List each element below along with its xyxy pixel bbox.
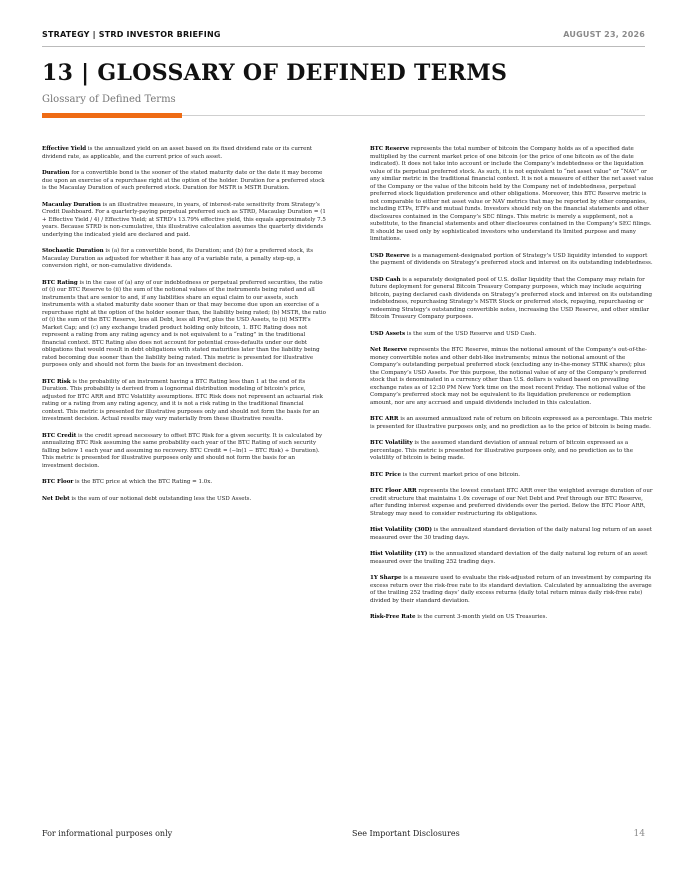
glossary-entry-btc-risk — [42, 379, 326, 424]
glossary-entry-usd-assets — [370, 331, 654, 339]
glossary-entry-btc-reserve — [370, 146, 654, 244]
page-title: 13 | GLOSSARY OF DEFINED TERMS — [42, 60, 508, 86]
glossary-term: BTC Floor — [42, 479, 74, 485]
page-header — [42, 30, 645, 44]
glossary-definition: is the assumed standard deviation of annual return of bitcoin expressed as a percentage. This metric is presented for illustrative purposes only, and no prediction as to the volatility of bitcoin is being made. — [370, 440, 633, 461]
glossary-definition: represents the BTC Reserve, minus the notional amount of the Company’s out-of-the-money convertible notes and other debt-like instruments; minus the notional amount of the Company’s outstanding perpetual preferred stock (excluding any in-the-money STRK shares); plus the Company’s USD Assets. For this purpose, the notional value of any of the Company’s preferred stock that is denominated in a currency other than U.S. dollars is valued based on prevailing exchange rates as of 12:30 PM New York time on the most recent Friday. The notional value of the Company’s preferred stock may not be equivalent to its liquidation preference or redemption amount, nor are any accrued and unpaid dividends included in this calculation. — [370, 347, 647, 406]
glossary-term: Risk-Free Rate — [370, 614, 416, 620]
glossary-entry-1y-sharpe — [370, 575, 654, 605]
glossary-entry-btc-rating — [42, 280, 326, 370]
glossary-term: Effective Yield — [42, 146, 87, 152]
glossary-term: BTC Credit — [42, 432, 77, 439]
glossary-entry-btc-price — [370, 472, 654, 480]
glossary-term: Macaulay Duration — [42, 201, 101, 208]
glossary-definition: is a separately designated pool of U.S. dollar liquidity that the Company may retain for future deployment for general Bitcoin Treasury Company purposes, which may include acquiring bitcoin, paying declared cash dividends on Strategy’s preferred stock and interest on its outstanding indebtedness, repurchasing Strategy’s MSTR Stock or preferred stock, repaying, repurchasing or redeeming Strategy’s outstanding convertible notes, increasing the USD Reserve, and other similar Bitcoin Treasury Company purposes. — [370, 276, 653, 320]
glossary-column-right — [370, 146, 654, 631]
glossary-definition: is the annualized standard deviation of the daily natural log return of an asset measured over the trailing 252 trading days. — [370, 551, 648, 565]
page-number: 14 — [633, 829, 645, 839]
glossary-entry-btc-floor-arr — [370, 488, 654, 518]
glossary-term: Hist Volatility (30D) — [370, 527, 433, 533]
glossary-term: Net Reserve — [370, 347, 408, 353]
glossary-column-left — [42, 146, 326, 512]
glossary-entry-usd-cash — [370, 277, 654, 322]
header-brand: STRATEGY | STRD INVESTOR BRIEFING — [42, 30, 221, 39]
glossary-definition: is the current 3-month yield on US Treasuries. — [415, 614, 548, 620]
glossary-entry-net-debt — [42, 496, 326, 504]
footer-note: For informational purposes only — [42, 829, 173, 838]
glossary-entry-usd-reserve — [370, 253, 654, 268]
glossary-definition: is a measure used to evaluate the risk-adjusted return of an investment by comparing its excess return over the risk-free rate to its standard deviation. Calculated by annualizing the average of the trailing 252 trading days’ daily excess returns (daily total return minus daily risk-free rate) divided by their standard deviation. — [370, 575, 652, 604]
glossary-definition: is an assumed annualized rate of return on bitcoin expressed as a percentage. This metric is presented for illustrative purposes only, and no prediction as to the price of bitcoin is being made. — [370, 416, 653, 430]
title-divider — [182, 115, 645, 116]
glossary-definition: represents the total number of bitcoin the Company holds as of a specified date multiplied by the current market price of one bitcoin (or the price of one bitcoin as of the date indicated). It does not take into account or include the Company’s indebtedness or the liquidation value of its perpetual preferred stock. As such, it is not equivalent to “net asset value” or “NAV” or any similar metric in the traditional financial context. It is not a measure of either the net asset value of the Company or the value of the bitcoin held by the Company net of indebtedness, perpetual preferred stock liquidation preference and other obligations. Moreover, this BTC Reserve metric is not comparable to either net asset value or NAV metrics that may be reported by other companies, including ETPs, ETFs and mutual funds. Investors should rely on the financial statements and other disclosures contained in the Company’s SEC filings. This metric is merely a supplement, not a substitute, to the financial statements and other disclosures contained in the Company’s SEC filings. It should be used only by sophisticated investors who understand its limited purpose and many limitations. — [370, 146, 654, 242]
glossary-term: Net Debt — [42, 495, 70, 502]
glossary-definition: is the BTC price at which the BTC Rating = 1.0x. — [73, 479, 213, 485]
glossary-entry-macaulay-duration — [42, 202, 326, 240]
glossary-term: USD Cash — [370, 276, 401, 283]
glossary-definition: is the credit spread necessary to offset BTC Risk for a given security. It is calculated by annualizing BTC Risk assuming the same probability each year of the BTC Rating of such security falling below 1 each year and assuming no recovery. BTC Credit = (−ln(1 − BTC Risk) ÷ Duration). This metric is presented for illustrative purposes only and should not form the basis for an investment decision. — [42, 432, 323, 469]
glossary-definition: represents the lowest constant BTC ARR over the weighted average duration of our credit structure that maintains 1.0x coverage of our Net Debt and Pref through our BTC Reserve, after funding interest expense and preferred dividends over the period. Below the BTC Floor ARR, Strategy may need to consider restructuring its obligations. — [370, 488, 653, 517]
glossary-entry-hist-volatility-1y — [370, 551, 654, 566]
glossary-entry-effective-yield — [42, 146, 326, 161]
glossary-term: BTC Rating — [42, 279, 78, 286]
glossary-entry-risk-free-rate — [370, 614, 654, 622]
glossary-term: USD Assets — [370, 330, 406, 337]
glossary-term: Hist Volatility (1Y) — [370, 551, 428, 557]
glossary-definition: for a convertible bond is the sooner of the stated maturity date or the date it may become due upon an exercise of a repurchase right at the option of the holder. Duration for a preferred stock is the Macaulay Duration of such preferred stock. Duration for MSTR is MSTR Duration. — [42, 170, 325, 191]
glossary-term: BTC ARR — [370, 416, 399, 422]
glossary-definition: is the current market price of one bitcoin. — [401, 471, 521, 478]
footer-disclosures-link[interactable]: See Important Disclosures — [352, 829, 460, 838]
glossary-definition: is an illustrative measure, in years, of interest-rate sensitivity from Strategy’s Credit Dashboard. For a quarterly-paying perpetual preferred such as STRD, Macaulay Duration = (1 + Effective Yield / 4) / Effective Yield; at STRD’s 13.79% effective yield, this equals approximately 7.5 years. Because STRD is non-cumulative, this illustrative calculation assumes the quarterly dividends underlying the indicated yield are declared and paid. — [42, 201, 326, 238]
glossary-definition: is (a) for a convertible bond, its Duration; and (b) for a preferred stock, its Macaulay Duration as adjusted for whether it has any of a variable rate, a penalty step-up, a conversion right, or non-cumulative dividends. — [42, 248, 314, 269]
glossary-entry-duration — [42, 170, 326, 193]
glossary-definition: is a management-designated portion of Strategy’s USD liquidity intended to support the payment of dividends on Strategy’s preferred stock and interest on its outstanding indebtedness. — [370, 252, 653, 266]
glossary-term: 1Y Sharpe — [370, 575, 402, 581]
header-divider — [42, 46, 645, 47]
glossary-term: Duration — [42, 170, 70, 176]
header-date: AUGUST 23, 2026 — [563, 30, 645, 39]
glossary-term: USD Reserve — [370, 252, 410, 259]
glossary-definition: is the sum of our notional debt outstanding less the USD Assets. — [69, 495, 252, 502]
glossary-term: BTC Floor ARR — [370, 488, 417, 494]
glossary-definition: is the annualized yield on an asset based on its fixed dividend rate or its current dividend rate, as applicable, and the current price of such asset. — [42, 146, 313, 160]
glossary-entry-stochastic-duration — [42, 248, 326, 271]
accent-bar — [42, 113, 182, 118]
glossary-entry-btc-credit — [42, 433, 326, 471]
glossary-definition: is the sum of the USD Reserve and USD Cash. — [405, 330, 537, 337]
glossary-entry-btc-volatility — [370, 440, 654, 463]
glossary-entry-btc-floor — [42, 479, 326, 487]
glossary-term: BTC Volatility — [370, 440, 413, 446]
glossary-definition: is the annualized standard deviation of the daily natural log return of an asset measured over the 30 trading days. — [370, 527, 652, 541]
glossary-entry-net-reserve — [370, 347, 654, 407]
glossary-entry-hist-volatility-30d — [370, 527, 654, 542]
glossary-definition: is the probability of an instrument having a BTC Rating less than 1 at the end of its Duration. This probability is derived from a lognormal distribution modeling of bitcoin’s price, adjusted for BTC ARR and BTC Volatility assumptions. BTC Risk does not represent an actuarial risk rating or a rating from any rating agency, and it is not a risk rating in the traditional financial context. This metric is presented for illustrative purposes only and should not form the basis for an investment decision. Actual results may vary materially from these illustrative results. — [42, 378, 323, 422]
glossary-term: BTC Reserve — [370, 146, 410, 152]
glossary-term: BTC Risk — [42, 378, 71, 385]
glossary-entry-btc-arr — [370, 416, 654, 431]
page-footer — [42, 829, 645, 841]
glossary-definition: is in the case of (a) any of our indebtedness or perpetual preferred securities, the ratio of (i) our BTC Reserve to (ii) the sum of the notional values of the instruments being rated and all instruments that are senior to and, if any liabilities share an equal claim to our assets, such instruments with a stated maturity date sooner than or that may become due upon an exercise of a repurchase right at the option of the holder sooner than, the liability being rated; (b) MSTR, the ratio of (i) the sum of the BTC Reserve, less all Debt, less all Pref, plus the USD Assets, to (ii) MSTR’s Market Cap; and (c) any exchange traded product holding only bitcoin, 1. BTC Rating does not represent a rating from any rating agency and is not equivalent to a “rating” in the traditional financial context. BTC Rating also does not account for potential cross-defaults under our debt obligations that would result in debt obligations with stated maturities later than the liability being rated becoming due sooner than the liability being rated. This metric is presented for illustrative purposes only and should not form the basis for an investment decision. — [42, 279, 326, 368]
page-subtitle: Glossary of Defined Terms — [42, 94, 176, 105]
glossary-term: Stochastic Duration — [42, 248, 104, 254]
glossary-term: BTC Price — [370, 471, 402, 478]
